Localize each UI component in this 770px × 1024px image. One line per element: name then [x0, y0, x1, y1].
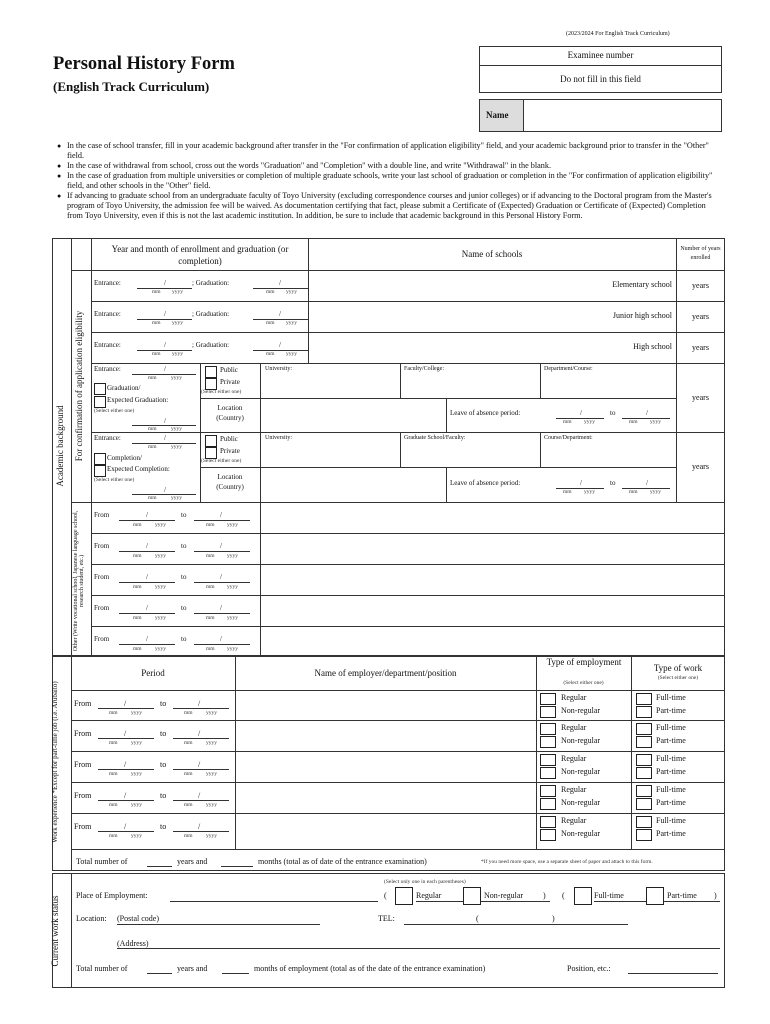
mm-hint: mm [133, 615, 142, 621]
country-label: (Country) [216, 414, 244, 422]
from-date-field[interactable] [98, 708, 154, 709]
other-label: Other (Write vocational school, Japanese language school, research student, etc.) [73, 510, 86, 652]
yyyy-hint: yyyy [155, 584, 166, 590]
mm-hint: mm [109, 710, 118, 716]
to-label: to [610, 479, 616, 487]
yyyy-hint: yyyy [227, 615, 238, 621]
col-years-enrolled: Number of years enrolled [680, 246, 721, 261]
yyyy-hint: yyyy [171, 426, 182, 432]
note-item: ● In the case of withdrawal from school, cross out the words "Graduation" and "Completion" with a double line, and write "Withdrawal" in the blank. [53, 161, 723, 171]
yyyy-hint: yyyy [227, 553, 238, 559]
part-time-checkbox[interactable] [646, 887, 664, 905]
mm-hint: mm [109, 802, 118, 808]
full-time-checkbox[interactable] [636, 816, 652, 828]
year-note: (2023/2024 For English Track Curriculum) [566, 31, 670, 37]
mm-hint: mm [206, 553, 215, 559]
to-label: to [160, 729, 167, 738]
mm-hint: mm [133, 522, 142, 528]
location-label: Location [217, 473, 243, 481]
select-either-hint: (Select either one) [563, 680, 604, 686]
from-label: From [74, 760, 92, 769]
regular-label: Regular [561, 754, 587, 763]
full-time-label: Full-time [656, 754, 686, 763]
work-total-note: *If you need more space, use a separate sheet of paper and attach to this form. [481, 859, 653, 865]
yyyy-hint: yyyy [584, 489, 595, 495]
non-regular-checkbox[interactable] [540, 736, 556, 748]
years-label: years [692, 281, 709, 290]
part-time-checkbox[interactable] [636, 829, 652, 841]
select-either-hint: (Select either one) [94, 408, 135, 414]
country-label: (Country) [216, 483, 244, 491]
private-label: Private [220, 378, 240, 386]
mm-hint: mm [266, 351, 275, 357]
yyyy-hint: yyyy [206, 710, 217, 716]
expected-graduation-label: Expected Graduation: [107, 396, 169, 404]
from-label: From [74, 729, 92, 738]
name-label: Name [486, 110, 509, 120]
select-either-hint: (Select either one) [201, 458, 242, 464]
yyyy-hint: yyyy [171, 495, 182, 501]
from-date-field[interactable] [98, 800, 154, 801]
yyyy-hint: yyyy [286, 289, 297, 295]
years-label: years [692, 343, 709, 352]
mm-hint: mm [133, 584, 142, 590]
regular-label: Regular [561, 723, 587, 732]
mm-hint: mm [133, 553, 142, 559]
part-time-label: Part-time [656, 706, 686, 715]
mm-hint: mm [109, 771, 118, 777]
academic-section-label: Academic background [55, 405, 65, 487]
mm-hint: mm [563, 489, 572, 495]
from-label: From [74, 791, 92, 800]
instructions-list [53, 141, 723, 221]
part-time-checkbox[interactable] [636, 798, 652, 810]
non-regular-checkbox[interactable] [463, 887, 481, 905]
full-time-checkbox[interactable] [636, 693, 652, 705]
graduation-date-field[interactable] [253, 319, 308, 320]
mm-hint: mm [206, 646, 215, 652]
mm-hint: mm [152, 351, 161, 357]
from-date-field[interactable] [98, 831, 154, 832]
expected-completion-checkbox[interactable] [94, 465, 106, 477]
yyyy-hint: yyyy [155, 522, 166, 528]
to-date-field[interactable] [173, 738, 229, 739]
public-label: Public [220, 435, 238, 443]
regular-label: Regular [561, 693, 587, 702]
eligibility-label: For confirmation of application eligibility [74, 310, 84, 462]
part-time-label: Part-time [667, 891, 697, 900]
to-date-field[interactable] [173, 708, 229, 709]
entrance-label: Entrance: [94, 310, 121, 318]
yyyy-hint: yyyy [155, 553, 166, 559]
postal-code-label: (Postal code) [117, 914, 159, 923]
part-time-label: Part-time [656, 767, 686, 776]
non-regular-checkbox[interactable] [540, 829, 556, 841]
yyyy-hint: yyyy [131, 802, 142, 808]
part-time-checkbox[interactable] [636, 736, 652, 748]
yyyy-hint: yyyy [206, 802, 217, 808]
years-label: years [692, 462, 709, 471]
current-section-label: Current work status [50, 895, 60, 967]
work-total-c: months (total as of date of the entrance examination) [258, 857, 427, 866]
mm-hint: mm [148, 495, 157, 501]
col-year-month-text: Year and month of enrollment and graduation (or completion) [111, 244, 289, 266]
non-regular-checkbox[interactable] [540, 767, 556, 779]
graduation-checkbox[interactable] [94, 383, 106, 395]
yyyy-hint: yyyy [131, 833, 142, 839]
full-time-checkbox[interactable] [636, 785, 652, 797]
entrance-date-field[interactable] [137, 350, 192, 351]
yyyy-hint: yyyy [227, 646, 238, 652]
regular-checkbox[interactable] [540, 693, 556, 705]
mm-hint: mm [206, 522, 215, 528]
public-label: Public [220, 366, 238, 374]
from-label: From [94, 635, 110, 643]
examinee-number-value: Do not fill in this field [560, 74, 641, 84]
to-label: to [181, 635, 187, 643]
yyyy-hint: yyyy [172, 320, 183, 326]
mm-hint: mm [148, 375, 157, 381]
yyyy-hint: yyyy [286, 351, 297, 357]
position-label: Position, etc.: [567, 964, 611, 973]
yyyy-hint: yyyy [227, 584, 238, 590]
expected-graduation-checkbox[interactable] [94, 396, 106, 408]
grad-entrance-label: Entrance: [94, 434, 121, 442]
full-time-checkbox[interactable] [636, 754, 652, 766]
name-field[interactable] [525, 101, 720, 130]
yyyy-hint: yyyy [206, 740, 217, 746]
entrance-date-field[interactable] [137, 319, 192, 320]
to-date-field[interactable] [173, 831, 229, 832]
to-date-field[interactable] [194, 582, 250, 583]
yyyy-hint: yyyy [131, 710, 142, 716]
mm-hint: mm [206, 615, 215, 621]
to-date-field[interactable] [194, 613, 250, 614]
to-date-field[interactable] [194, 551, 250, 552]
mm-hint: mm [148, 426, 157, 432]
full-time-label: Full-time [656, 785, 686, 794]
page-subtitle: (English Track Curriculum) [53, 79, 210, 94]
note-item: ● In the case of school transfer, fill in your academic background after transfer in the "For confirmation of application eligibility" field, and your academic background prior to transfer in the "Other" field. [53, 141, 723, 161]
current-total-a: Total number of [76, 964, 128, 973]
yyyy-hint: yyyy [227, 522, 238, 528]
mm-hint: mm [184, 740, 193, 746]
to-label: to [160, 760, 167, 769]
private-label: Private [220, 447, 240, 455]
uni-entrance-label: Entrance: [94, 365, 121, 373]
mm-hint: mm [629, 489, 638, 495]
to-label: to [181, 573, 187, 581]
mm-hint: mm [109, 740, 118, 746]
public-checkbox[interactable] [205, 366, 217, 378]
note-item: ● If advancing to graduate school from an undergraduate faculty of Toyo University (excluding correspondence courses and junior colleges) or if advancing to the Doctoral program from the Master's program of Toyo University, the admission fee will be waived. As documentation certifying that fact, please submit a Certificate of (Expected) Graduation or Certificate of (Expected) Completion from Toyo University, even if this is not the last academic institution. In addition, be sure to include that academic background in this Personal History Form. [53, 191, 723, 221]
school-name: Elementary school [612, 280, 672, 289]
yyyy-hint: yyyy [584, 419, 595, 425]
non-regular-label: Non-regular [484, 891, 524, 900]
work-total-a: Total number of [76, 857, 128, 866]
graduation-date-field[interactable] [253, 288, 308, 289]
graduation-label: ; Graduation: [192, 310, 230, 318]
mm-hint: mm [148, 444, 157, 450]
years-label: years [692, 312, 709, 321]
mm-hint: mm [266, 289, 275, 295]
select-either-hint: (Select either one) [657, 675, 699, 681]
from-label: From [74, 822, 92, 831]
non-regular-label: Non-regular [561, 767, 601, 776]
to-date-field[interactable] [194, 520, 250, 521]
regular-label: Regular [561, 816, 587, 825]
to-label: to [160, 822, 167, 831]
non-regular-label: Non-regular [561, 736, 601, 745]
regular-checkbox[interactable] [540, 785, 556, 797]
part-time-label: Part-time [656, 798, 686, 807]
regular-checkbox[interactable] [540, 754, 556, 766]
graduation-date-field[interactable] [253, 350, 308, 351]
yyyy-hint: yyyy [206, 771, 217, 777]
from-date-field[interactable] [119, 644, 175, 645]
mm-hint: mm [184, 802, 193, 808]
page-title: Personal History Form [53, 54, 235, 74]
full-time-label: Full-time [656, 816, 686, 825]
to-date-field[interactable] [173, 800, 229, 801]
to-label: to [181, 511, 187, 519]
university-label: University: [265, 435, 292, 441]
current-total-c: months of employment (total as of the date of the entrance examination) [254, 964, 486, 973]
yyyy-hint: yyyy [206, 833, 217, 839]
school-name: High school [633, 342, 672, 351]
col-type-work: Type of work [653, 663, 703, 673]
leave-label: Leave of absence period: [450, 479, 521, 487]
examinee-number-label: Examinee number [567, 50, 634, 60]
to-label: to [160, 791, 167, 800]
from-date-field[interactable] [119, 520, 175, 521]
completion-label: Completion/ [107, 454, 142, 462]
work-section-label: Work experience *Except for part-time job (i.e. Arubaito) [51, 681, 59, 843]
yyyy-hint: yyyy [286, 320, 297, 326]
regular-label: Regular [561, 785, 587, 794]
from-label: From [94, 573, 110, 581]
col-school-name: Name of schools [461, 249, 523, 259]
non-regular-checkbox[interactable] [540, 798, 556, 810]
from-label: From [94, 511, 110, 519]
select-either-hint: (Select either one) [201, 389, 242, 395]
university-label: University: [265, 366, 292, 372]
work-table [52, 656, 725, 871]
col-employer: Name of employer/department/position [314, 668, 457, 678]
full-time-label: Full-time [594, 891, 624, 900]
location-label: Location: [76, 914, 107, 923]
from-label: From [94, 604, 110, 612]
col-year-month [94, 243, 306, 267]
select-either-hint: (Select either one) [94, 477, 135, 483]
from-date-field[interactable] [119, 551, 175, 552]
to-label: to [160, 699, 167, 708]
full-time-label: Full-time [656, 723, 686, 732]
part-time-label: Part-time [656, 829, 686, 838]
public-checkbox[interactable] [205, 435, 217, 447]
regular-checkbox[interactable] [540, 723, 556, 735]
mm-hint: mm [184, 710, 193, 716]
mm-hint: mm [206, 584, 215, 590]
yyyy-hint: yyyy [131, 771, 142, 777]
tel-label: TEL: [378, 914, 395, 923]
graduation-label: ; Graduation: [192, 341, 230, 349]
mm-hint: mm [109, 833, 118, 839]
yyyy-hint: yyyy [172, 351, 183, 357]
to-label: to [610, 409, 616, 417]
from-date-field[interactable] [98, 769, 154, 770]
department-label: Department/Course: [544, 366, 593, 372]
from-date-field[interactable] [98, 738, 154, 739]
non-regular-label: Non-regular [561, 829, 601, 838]
address-label: (Address) [117, 939, 149, 948]
mm-hint: mm [629, 419, 638, 425]
to-label: to [181, 604, 187, 612]
school-name: Junior high school [612, 311, 672, 320]
non-regular-checkbox[interactable] [540, 706, 556, 718]
grad-school-label: Graduate School/Faculty: [404, 435, 466, 441]
full-time-checkbox[interactable] [574, 887, 592, 905]
leave-label: Leave of absence period: [450, 409, 521, 417]
yyyy-hint: yyyy [155, 646, 166, 652]
mm-hint: mm [152, 320, 161, 326]
entrance-date-field[interactable] [137, 288, 192, 289]
mm-hint: mm [184, 833, 193, 839]
entrance-label: Entrance: [94, 341, 121, 349]
mm-hint: mm [152, 289, 161, 295]
place-label: Place of Employment: [76, 891, 148, 900]
regular-checkbox[interactable] [540, 816, 556, 828]
note-item: ● In the case of graduation from multiple universities or completion of multiple graduate schools, write your last school of graduation or completion in the "For confirmation of application eligibility" field, and other schools in the "Other" field. [53, 171, 723, 191]
non-regular-label: Non-regular [561, 798, 601, 807]
mm-hint: mm [184, 771, 193, 777]
entrance-label: Entrance: [94, 279, 121, 287]
yyyy-hint: yyyy [172, 289, 183, 295]
mm-hint: mm [563, 419, 572, 425]
years-label: years [692, 393, 709, 402]
completion-checkbox[interactable] [94, 453, 106, 465]
graduation-label: ; Graduation: [192, 279, 230, 287]
yyyy-hint: yyyy [171, 375, 182, 381]
col-period: Period [141, 668, 165, 678]
yyyy-hint: yyyy [650, 419, 661, 425]
yyyy-hint: yyyy [171, 444, 182, 450]
regular-checkbox[interactable] [395, 887, 413, 905]
part-time-checkbox[interactable] [636, 706, 652, 718]
yyyy-hint: yyyy [131, 740, 142, 746]
mm-hint: mm [266, 320, 275, 326]
select-each-hint: (Select only one in each parentheses) [384, 879, 466, 885]
regular-label: Regular [416, 891, 442, 900]
part-time-checkbox[interactable] [636, 767, 652, 779]
from-date-field[interactable] [119, 613, 175, 614]
location-label: Location [217, 404, 243, 412]
current-total-b: years and [177, 964, 208, 973]
yyyy-hint: yyyy [650, 489, 661, 495]
expected-completion-label: Expected Completion: [107, 465, 170, 473]
faculty-label: Faculty/College: [404, 366, 444, 372]
yyyy-hint: yyyy [155, 615, 166, 621]
to-date-field[interactable] [194, 644, 250, 645]
col-type-employment: Type of employment [546, 657, 622, 667]
work-total-b: years and [177, 857, 208, 866]
from-label: From [94, 542, 110, 550]
full-time-label: Full-time [656, 693, 686, 702]
from-date-field[interactable] [119, 582, 175, 583]
course-label: Course/Department: [544, 435, 593, 441]
graduation-label: Graduation/ [107, 384, 141, 392]
from-label: From [74, 699, 92, 708]
to-date-field[interactable] [173, 769, 229, 770]
full-time-checkbox[interactable] [636, 723, 652, 735]
part-time-label: Part-time [656, 736, 686, 745]
mm-hint: mm [133, 646, 142, 652]
non-regular-label: Non-regular [561, 706, 601, 715]
to-label: to [181, 542, 187, 550]
